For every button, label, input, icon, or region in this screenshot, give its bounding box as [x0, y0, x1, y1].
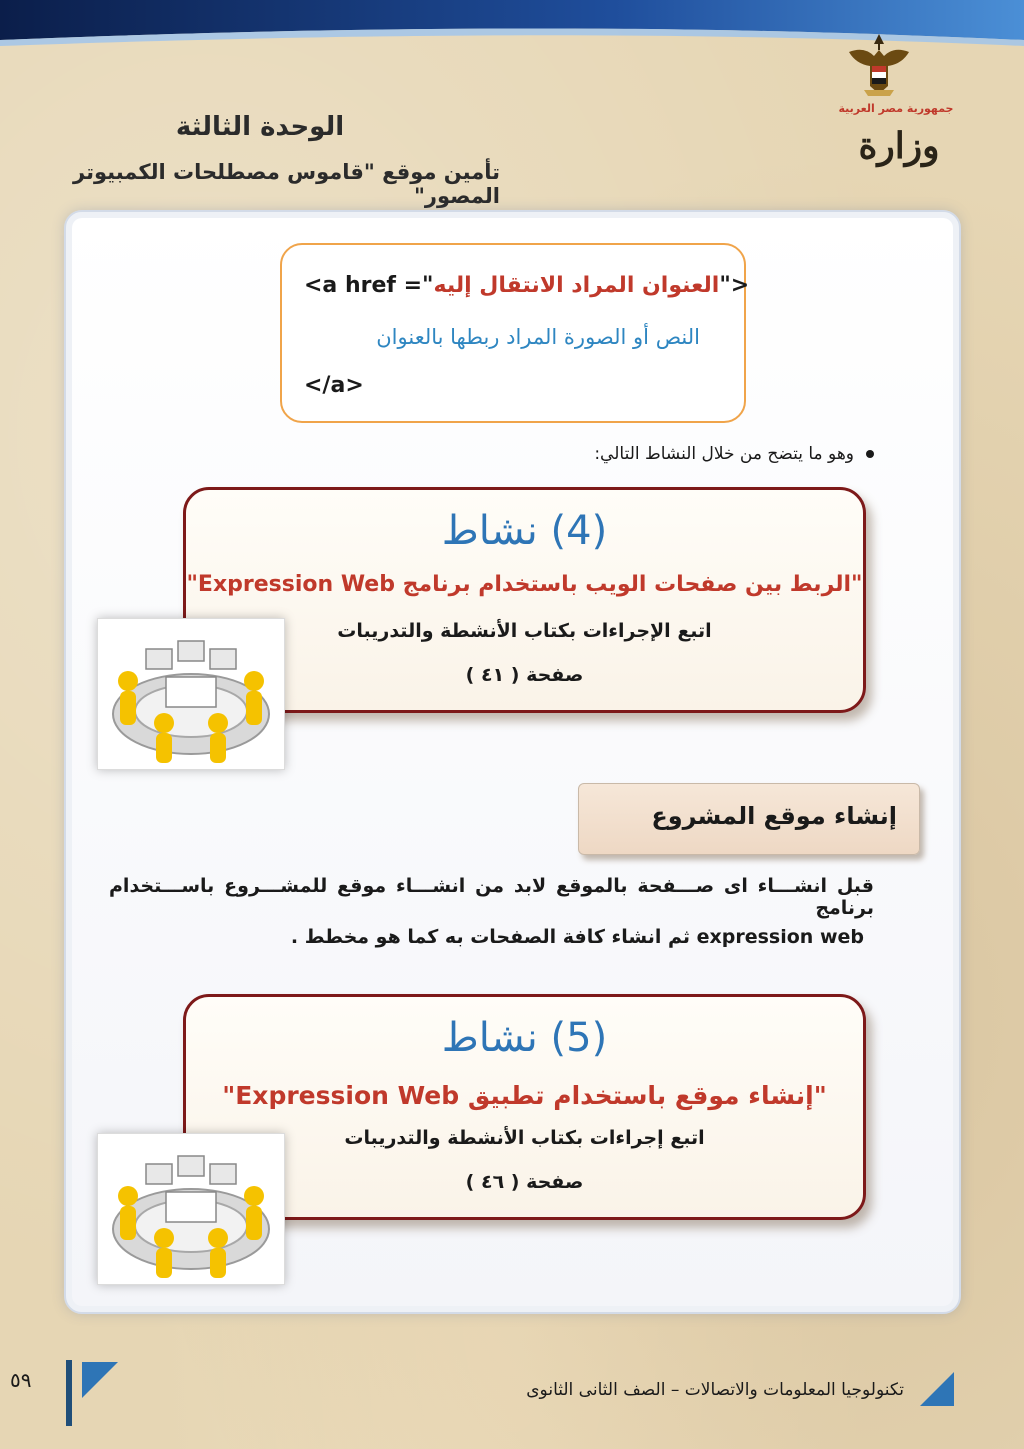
- activity-card-5: [183, 994, 866, 1220]
- republic-label: جمهورية مصر العربية: [838, 102, 954, 115]
- code-link-content: النص أو الصورة المراد ربطها بالعنوان: [376, 325, 700, 349]
- code-line-open-tag: [304, 273, 749, 298]
- team-computers-illustration: [97, 1133, 285, 1285]
- section-header: [578, 783, 920, 855]
- code-address-placeholder: العنوان المراد الانتقال إليه: [433, 273, 720, 298]
- team-computers-icon: [98, 619, 284, 769]
- section-title: إنشاء موقع المشروع: [651, 802, 897, 830]
- activity-page-ref: صفحة ( ٤٦ ): [465, 1171, 584, 1193]
- activity-name: "إنشاء موقع باستخدام تطبيق Expression Web": [222, 1081, 827, 1110]
- footer-course-text: تكنولوجيا المعلومات والاتصالات – الصف الثانى الثانوى: [526, 1380, 904, 1400]
- activity-number: (5): [550, 1015, 608, 1061]
- team-computers-icon: [98, 1134, 284, 1284]
- activity-instruction: اتبع الإجراءات بكتاب الأنشطة والتدريبات: [337, 620, 712, 642]
- corner-triangle-icon: [82, 1362, 118, 1398]
- paragraph-line-2: expression web ثم انشاء كافة الصفحات به كما هو مخطط .: [290, 926, 864, 948]
- corner-triangle-icon: [920, 1372, 954, 1406]
- activity-instruction: اتبع إجراءات بكتاب الأنشطة والتدريبات: [344, 1127, 705, 1149]
- paragraph-line-1: قبل انشـــاء اى صـــفحة بالموقع لابد من انشـــاء موقع للمشـــروع باســـتخدام برنامج: [109, 875, 874, 919]
- activity-name: "الربط بين صفحات الويب باستخدام برنامج Expression Web": [186, 572, 863, 597]
- activity-word: نشاط: [441, 508, 538, 554]
- bullet-text: وهو ما يتضح من خلال النشاط التالي:: [594, 444, 854, 464]
- code-close-tag: </a>: [304, 373, 364, 398]
- bullet-item: [594, 444, 874, 464]
- activity-page-ref: صفحة ( ٤١ ): [465, 664, 584, 686]
- unit-title: الوحدة الثالثة: [175, 112, 345, 142]
- bullet-dot-icon: [866, 450, 874, 458]
- activity-title: [186, 1015, 863, 1061]
- footer-divider: [66, 1360, 72, 1426]
- ministry-name: وزارة: [858, 125, 940, 167]
- activity-card-4: [183, 487, 866, 713]
- eagle-emblem-icon: [844, 30, 914, 100]
- activity-title: [186, 508, 863, 554]
- page-number: ٥٩: [10, 1368, 32, 1392]
- activity-word: نشاط: [441, 1015, 538, 1061]
- code-open-prefix: <a href =": [304, 273, 434, 298]
- team-computers-illustration: [97, 618, 285, 770]
- unit-subtitle: تأمين موقع "قاموس مصطلحات الكمبيوتر المصور": [73, 160, 500, 208]
- code-open-suffix: ">: [719, 273, 750, 298]
- html-anchor-code-box: [280, 243, 750, 423]
- ministry-logo: [814, 30, 984, 190]
- activity-number: (4): [550, 508, 608, 554]
